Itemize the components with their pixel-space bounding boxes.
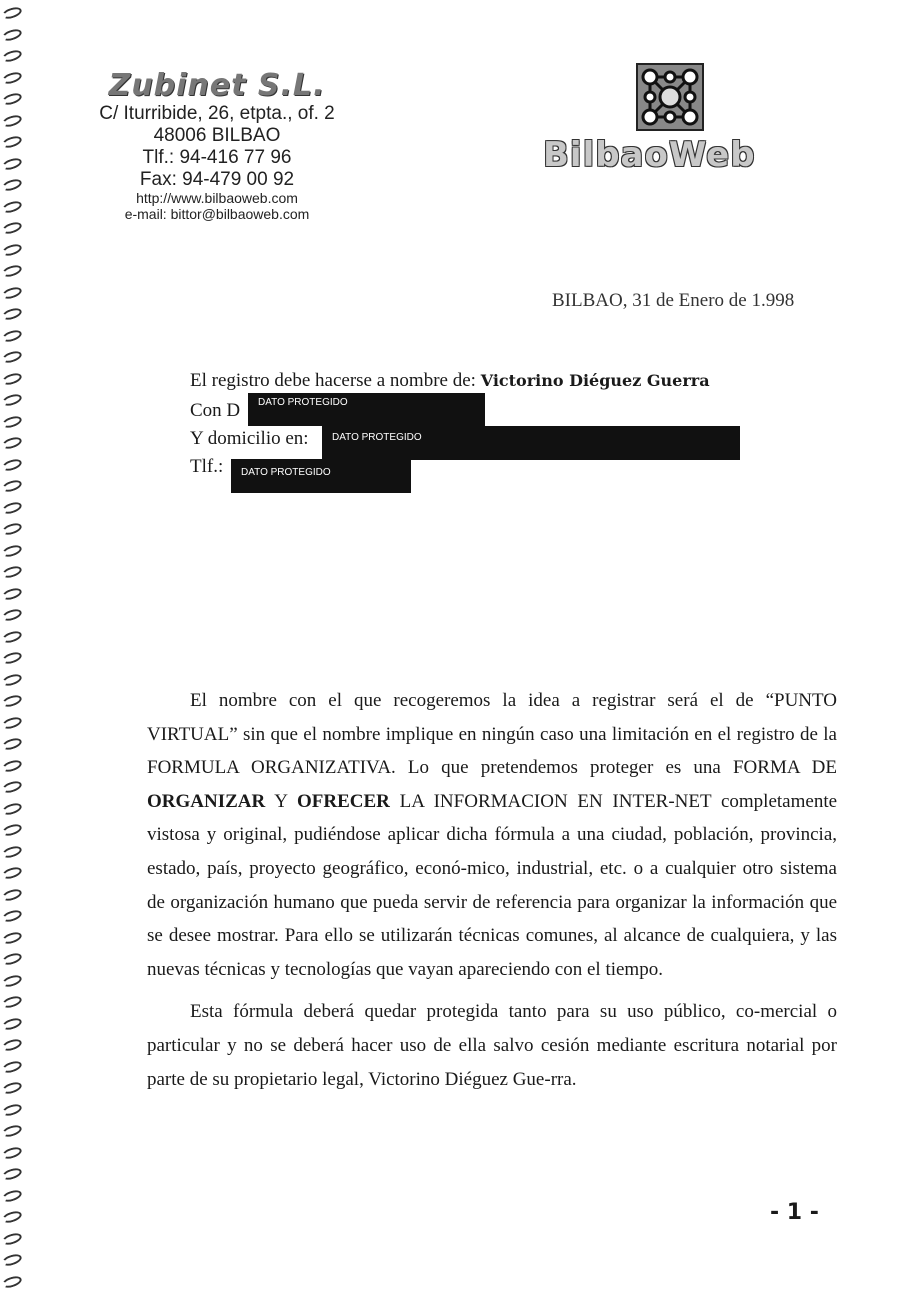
company-header — [72, 68, 362, 223]
page-number: - 1 - — [770, 1200, 819, 1225]
binding-ring — [1, 779, 23, 795]
binding-ring — [1, 758, 23, 774]
letter-date: BILBAO, 31 de Enero de 1.998 — [552, 290, 795, 311]
binding-ring — [1, 994, 23, 1010]
redaction-box: DATO PROTEGIDO — [322, 426, 740, 460]
binding-ring — [1, 693, 23, 709]
binding-ring — [1, 457, 23, 473]
binding-ring — [1, 349, 23, 365]
company-name: Zubinet S.L. — [108, 68, 326, 103]
binding-ring — [1, 113, 23, 129]
spiral-binding — [0, 0, 30, 1287]
binding-ring — [1, 1145, 23, 1161]
binding-ring — [1, 715, 23, 731]
binding-ring — [1, 1231, 23, 1247]
registration-line-2: Con D — [190, 400, 241, 421]
binding-ring — [1, 607, 23, 623]
emphasis-organizar: ORGANIZAR — [147, 790, 266, 812]
company-address: C/ Iturribide, 26, etpta., of. 2 — [99, 103, 335, 124]
binding-ring — [1, 328, 23, 344]
binding-ring — [1, 242, 23, 258]
company-city: 48006 BILBAO — [153, 124, 281, 146]
binding-ring — [1, 1209, 23, 1225]
binding-ring — [1, 1016, 23, 1032]
company-email: e-mail: bittor@bilbaoweb.com — [124, 206, 310, 223]
company-fax: Fax: 94-479 00 92 — [139, 168, 295, 190]
binding-ring — [1, 844, 23, 860]
binding-ring — [1, 521, 23, 537]
binding-ring — [1, 629, 23, 645]
binding-ring — [1, 478, 23, 494]
binding-ring — [1, 70, 23, 86]
bilbaoweb-logo-icon — [636, 63, 704, 131]
letter-body — [147, 684, 837, 1105]
registration-prefix: El registro debe hacerse a nombre de: — [190, 370, 476, 391]
binding-ring — [1, 973, 23, 989]
binding-ring — [1, 736, 23, 752]
binding-ring — [1, 392, 23, 408]
binding-ring — [1, 27, 23, 43]
binding-ring — [1, 134, 23, 150]
registration-line-4: Tlf.: — [190, 456, 224, 477]
binding-ring — [1, 500, 23, 516]
binding-ring — [1, 435, 23, 451]
binding-ring — [1, 543, 23, 559]
binding-ring — [1, 564, 23, 580]
binding-ring — [1, 1188, 23, 1204]
company-phone: Tlf.: 94-416 77 96 — [142, 146, 292, 168]
binding-ring — [1, 1252, 23, 1268]
registration-line-1 — [190, 370, 710, 392]
registrant-name: Victorino Diéguez Guerra — [480, 371, 710, 390]
binding-ring — [1, 930, 23, 946]
binding-ring — [1, 1166, 23, 1182]
binding-ring — [1, 48, 23, 64]
body-paragraph-1: El nombre con el que recogeremos la idea a registrar será el de “PUNTO VIRTUAL” sin que el nombre implique en ningún caso una limitación en el registro de la FORMULA ORGANIZATIVA. Lo que pretendemos proteger es una FORMA DE ORGANIZAR Y OFRECER LA INFORMACION EN INTER-NET completamente vistosa y original, pudiéndose aplicar dicha fórmula a una ciudad, población, provincia, estado, país, proyecto geográfico, econó-mico, industrial, etc. o a cualquier otro sistema de organización humano que pueda servir de referencia para organizar la información que se desee mostrar. Para ello se utilizarán técnicas comunes, al alcance de cualquiera, y las nuevas técnicas y tecnologías que vayan apareciendo con el tiempo. — [147, 690, 838, 980]
binding-ring — [1, 650, 23, 666]
binding-ring — [1, 263, 23, 279]
binding-ring — [1, 1123, 23, 1139]
registration-line-3: Y domicilio en: — [190, 428, 309, 449]
binding-ring — [1, 156, 23, 172]
binding-ring — [1, 91, 23, 107]
binding-ring — [1, 672, 23, 688]
binding-ring — [1, 414, 23, 430]
binding-ring — [1, 1102, 23, 1118]
binding-ring — [1, 220, 23, 236]
binding-ring — [1, 801, 23, 817]
binding-ring — [1, 951, 23, 967]
binding-ring — [1, 1037, 23, 1053]
body-paragraph-2: Esta fórmula deberá quedar protegida tanto para su uso público, co-mercial o particular y no se deberá hacer uso de ella salvo cesión mediante escritura notarial por parte de su propietario legal, Victorino Diéguez Gue-rra. — [147, 1001, 837, 1090]
binding-ring — [1, 586, 23, 602]
emphasis-ofrecer: OFRECER — [297, 790, 390, 812]
binding-ring — [1, 1059, 23, 1075]
binding-ring — [1, 371, 23, 387]
binding-ring — [1, 1080, 23, 1096]
binding-ring — [1, 887, 23, 903]
redaction-box: DATO PROTEGIDO — [248, 393, 485, 426]
binding-ring — [1, 306, 23, 322]
binding-ring — [1, 865, 23, 881]
company-web: http://www.bilbaoweb.com — [136, 190, 298, 207]
binding-ring — [1, 285, 23, 301]
binding-ring — [1, 177, 23, 193]
binding-ring — [1, 5, 23, 21]
binding-ring — [1, 908, 23, 924]
brand-name: BilbaoWeb — [543, 135, 756, 175]
binding-ring — [1, 822, 23, 838]
binding-ring — [1, 199, 23, 215]
redaction-box: DATO PROTEGIDO — [231, 459, 411, 493]
